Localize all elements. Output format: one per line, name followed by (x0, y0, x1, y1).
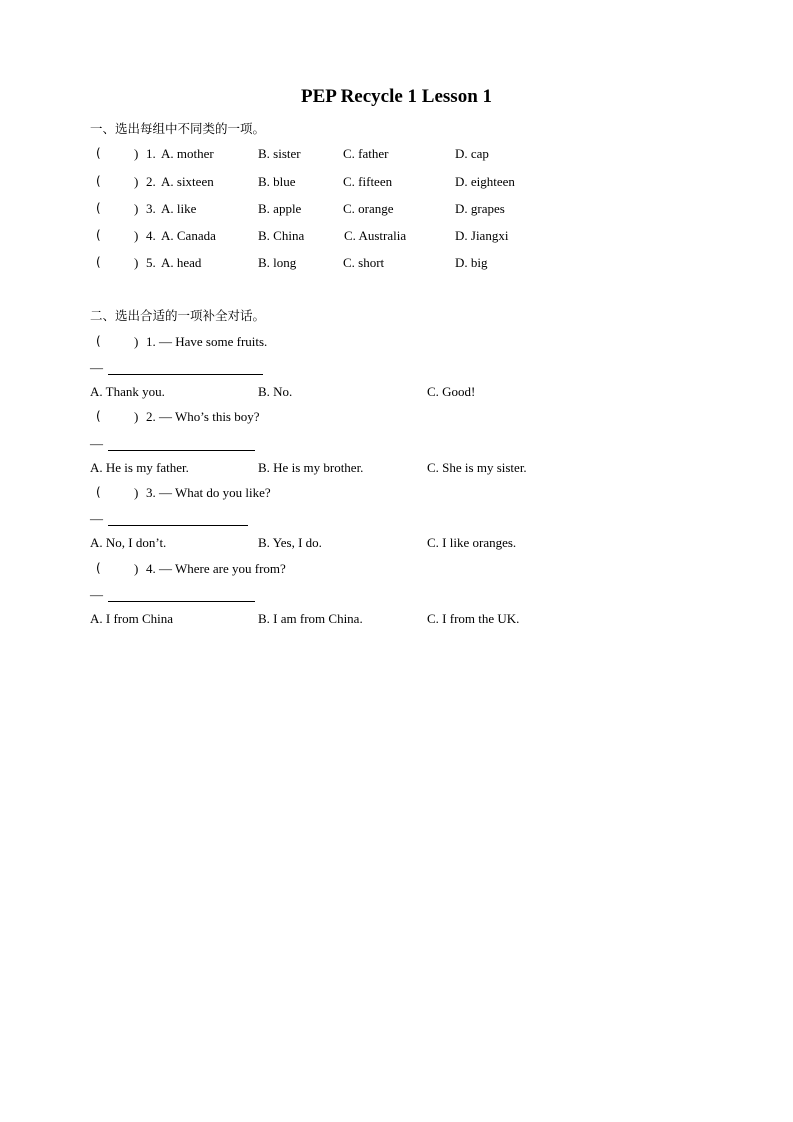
option-a: A. I from China (90, 611, 174, 626)
option-c: C. fifteen (343, 174, 393, 189)
response-dash: — (90, 587, 103, 602)
option-b: B. blue (258, 174, 296, 189)
option-c: C. Australia (344, 228, 407, 243)
question-number: 3. (146, 201, 156, 216)
option-a: A. head (161, 255, 202, 270)
option-b: B. No. (258, 384, 293, 399)
option-c: C. Good! (427, 384, 476, 399)
answer-paren-close: ) (134, 174, 139, 189)
option-b: B. I am from China. (258, 611, 363, 626)
answer-blank-line (108, 450, 255, 451)
option-a: A. No, I don’t. (90, 535, 167, 550)
answer-paren-open: ( (96, 174, 101, 188)
answer-paren-open: ( (96, 201, 101, 215)
question-prompt: 3. — What do you like? (146, 485, 271, 500)
option-d: D. eighteen (455, 174, 515, 189)
section2-heading: 二、选出合适的一项补全对话。 (90, 308, 266, 323)
question-prompt: 2. — Who’s this boy? (146, 409, 260, 424)
question-number: 2. (146, 174, 156, 189)
response-dash: — (90, 511, 103, 526)
answer-paren-close: ) (134, 228, 139, 243)
option-c: C. father (343, 146, 389, 161)
answer-paren-close: ) (134, 201, 139, 216)
answer-paren-open: ( (96, 146, 101, 160)
option-a: A. sixteen (161, 174, 214, 189)
answer-blank-line (108, 374, 263, 375)
option-b: B. He is my brother. (258, 460, 364, 475)
option-b: B. apple (258, 201, 302, 216)
option-b: B. China (258, 228, 305, 243)
option-d: D. cap (455, 146, 489, 161)
answer-paren-close: ) (134, 334, 139, 349)
option-c: C. I like oranges. (427, 535, 517, 550)
response-dash: — (90, 360, 103, 375)
option-b: B. sister (258, 146, 301, 161)
answer-paren-open: ( (96, 409, 101, 423)
answer-paren-close: ) (134, 146, 139, 161)
answer-paren-close: ) (134, 561, 139, 576)
option-c: C. orange (343, 201, 394, 216)
answer-paren-close: ) (134, 409, 139, 424)
answer-blank-line (108, 525, 248, 526)
response-dash: — (90, 436, 103, 451)
option-a: A. He is my father. (90, 460, 189, 475)
option-c: C. I from the UK. (427, 611, 520, 626)
option-b: B. Yes, I do. (258, 535, 322, 550)
answer-paren-open: ( (96, 561, 101, 575)
option-d: D. grapes (455, 201, 505, 216)
option-a: A. like (161, 201, 197, 216)
question-prompt: 1. — Have some fruits. (146, 334, 268, 349)
answer-paren-open: ( (96, 228, 101, 242)
answer-blank-line (108, 601, 255, 602)
answer-paren-open: ( (96, 485, 101, 499)
option-b: B. long (258, 255, 297, 270)
question-prompt: 4. — Where are you from? (146, 561, 286, 576)
page-title: PEP Recycle 1 Lesson 1 (300, 86, 493, 107)
option-d: D. big (455, 255, 488, 270)
section1-heading: 一、选出每组中不同类的一项。 (90, 121, 266, 136)
answer-paren-close: ) (134, 255, 139, 270)
option-a: A. Thank you. (90, 384, 165, 399)
answer-paren-close: ) (134, 485, 139, 500)
answer-paren-open: ( (96, 334, 101, 348)
option-d: D. Jiangxi (455, 228, 509, 243)
question-number: 1. (146, 146, 156, 161)
option-c: C. short (343, 255, 385, 270)
option-c: C. She is my sister. (427, 460, 527, 475)
question-number: 5. (146, 255, 156, 270)
question-number: 4. (146, 228, 156, 243)
answer-paren-open: ( (96, 255, 101, 269)
option-a: A. mother (161, 146, 214, 161)
option-a: A. Canada (161, 228, 216, 243)
